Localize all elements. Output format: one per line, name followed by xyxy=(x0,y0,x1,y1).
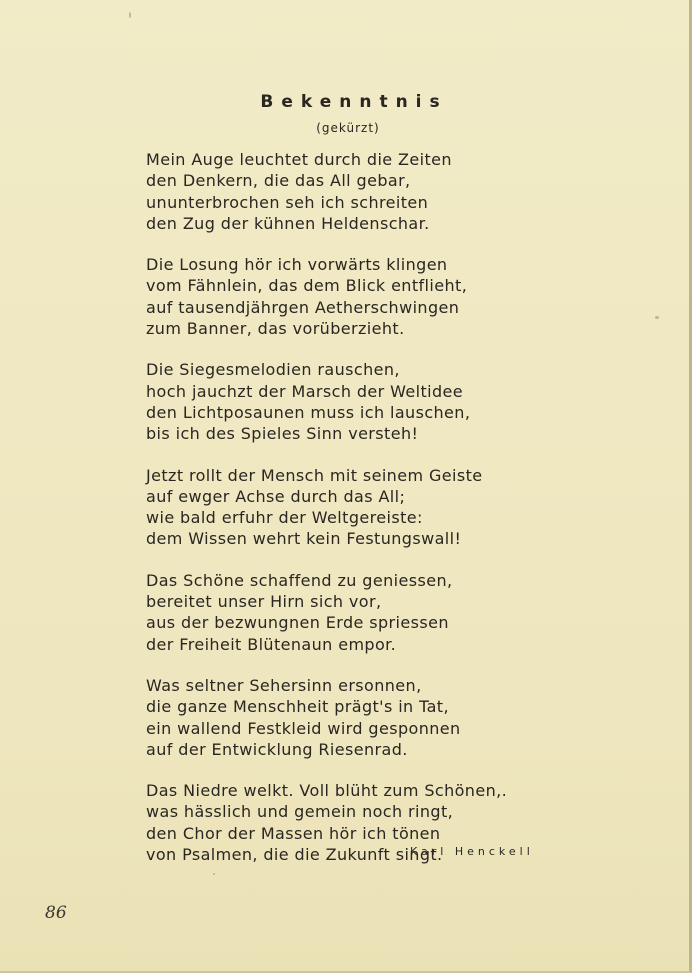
poem-line: der Freiheit Blütenaun empor. xyxy=(146,634,397,654)
paper-speck xyxy=(129,12,131,18)
poem-line: die ganze Menschheit prägt's in Tat, xyxy=(146,697,449,717)
stanza-6 xyxy=(146,675,566,760)
stanza-4 xyxy=(146,465,566,550)
poem-line: bereitet unser Hirn sich vor, xyxy=(146,592,382,612)
poem-line: was hässlich und gemein noch ringt, xyxy=(146,802,454,822)
poem-line: den Zug der kühnen Heldenschar. xyxy=(146,213,430,233)
poem-line: dem Wissen wehrt kein Festungswall! xyxy=(146,529,462,549)
stanza-2 xyxy=(146,254,566,339)
page-number: 86 xyxy=(45,903,67,923)
poem-line: bis ich des Spieles Sinn versteh! xyxy=(146,424,419,444)
poem-line: den Chor der Massen hör ich tönen xyxy=(146,823,441,843)
poem-line: ununterbrochen seh ich schreiten xyxy=(146,192,429,212)
poem-line: wie bald erfuhr der Weltgereiste: xyxy=(146,508,423,528)
poem-line: Die Siegesmelodien rauschen, xyxy=(146,360,400,380)
poem-line: aus der bezwungnen Erde spriessen xyxy=(146,613,449,633)
paper-speck xyxy=(655,316,659,319)
stanza-5 xyxy=(146,570,566,655)
poem-line: Das Schöne schaffend zu geniessen, xyxy=(146,570,453,590)
poem-line: Jetzt rollt der Mensch mit seinem Geiste xyxy=(146,465,483,485)
poem-title: Bekenntnis xyxy=(260,92,448,112)
poem-line: Was seltner Sehersinn ersonnen, xyxy=(146,675,422,695)
poem-body xyxy=(146,149,566,885)
poem-line: Mein Auge leuchtet durch die Zeiten xyxy=(146,150,452,169)
poem-line: Die Losung hör ich vorwärts klingen xyxy=(146,255,448,275)
stanza-1 xyxy=(146,149,566,234)
poem-line: Das Niedre welkt. Voll blüht zum Schönen,. xyxy=(146,781,508,801)
poem-line: hoch jauchzt der Marsch der Weltidee xyxy=(146,381,464,401)
poem-line: den Lichtposaunen muss ich lauschen, xyxy=(146,402,471,422)
poem-line: zum Banner, das vorüberzieht. xyxy=(146,319,405,339)
poem-subtitle: (gekürzt) xyxy=(316,121,380,135)
poem-line: von Psalmen, die die Zukunft singt. xyxy=(146,845,443,865)
poem-line: auf ewger Achse durch das All; xyxy=(146,486,406,506)
poem-line: auf der Entwicklung Riesenrad. xyxy=(146,739,408,759)
poem-line: vom Fähnlein, das dem Blick entflieht, xyxy=(146,276,468,296)
poem-line: den Denkern, die das All gebar, xyxy=(146,171,411,191)
poem-line: auf tausendjährgen Aetherschwingen xyxy=(146,297,460,317)
poem-line: ein wallend Festkleid wird gesponnen xyxy=(146,718,461,738)
author-signature: Karl Henckell xyxy=(410,845,534,858)
stanza-3 xyxy=(146,359,566,444)
